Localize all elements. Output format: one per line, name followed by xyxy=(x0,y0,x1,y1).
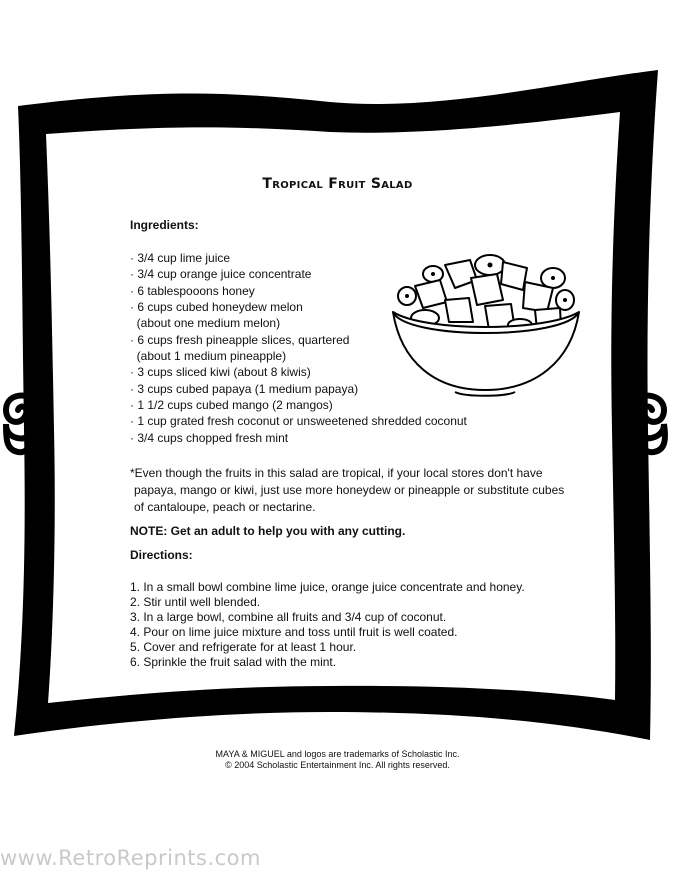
recipe-title: Tropical Fruit Salad xyxy=(262,176,413,192)
ingredient-item: · 3/4 cup lime juice xyxy=(130,251,231,265)
copyright-notice: © 2004 Scholastic Entertainment Inc. All rights reserved. xyxy=(225,760,450,770)
directions-heading: Directions: xyxy=(130,548,193,562)
ingredient-item: · 1 1/2 cups cubed mango (2 mangos) xyxy=(130,398,333,413)
note-line: *Even though the fruits in this salad are tropical, if your local stores don't have xyxy=(130,466,543,480)
direction-step: 5. Cover and refrigerate for at least 1 hour. xyxy=(130,640,357,654)
note-line: of cantaloupe, peach or nectarine. xyxy=(134,500,316,514)
safety-note: NOTE: Get an adult to help you with any cutting. xyxy=(130,524,406,538)
ingredient-item: (about 1 medium pineapple) xyxy=(130,349,287,364)
directions-list xyxy=(130,580,525,670)
ingredient-item: · 3/4 cup orange juice concentrate xyxy=(130,267,312,282)
ingredient-item: · 3/4 cups chopped fresh mint xyxy=(130,430,289,445)
ingredient-item: · 3 cups cubed papaya (1 medium papaya) xyxy=(130,381,359,396)
ingredient-item: · 3 cups sliced kiwi (about 8 kiwis) xyxy=(130,365,311,380)
fruit-bowl-illustration xyxy=(385,250,585,400)
ingredient-item: · 6 cups cubed honeydew melon xyxy=(130,300,303,315)
direction-step: 2. Stir until well blended. xyxy=(130,595,261,609)
direction-step: 6. Sprinkle the fruit salad with the mint. xyxy=(130,655,337,669)
ingredient-item: (about one medium melon) xyxy=(130,316,281,331)
ingredients-heading: Ingredients: xyxy=(130,218,199,232)
footer xyxy=(0,749,675,771)
direction-step: 1. In a small bowl combine lime juice, orange juice concentrate and honey. xyxy=(130,580,525,594)
ingredient-item: · 6 tablespooons honey xyxy=(130,283,255,298)
ingredient-item: · 1 cup grated fresh coconut or unsweetened shredded coconut xyxy=(130,414,467,429)
watermark: www.RetroReprints.com xyxy=(0,846,261,870)
direction-step: 4. Pour on lime juice mixture and toss until fruit is well coated. xyxy=(130,625,458,639)
trademark-notice: MAYA & MIGUEL and logos are trademarks of Scholastic Inc. xyxy=(215,749,460,759)
direction-step: 3. In a large bowl, combine all fruits and 3/4 cup of coconut. xyxy=(130,610,447,624)
ingredient-item: · 6 cups fresh pineapple slices, quartered xyxy=(130,332,350,347)
substitution-note xyxy=(130,465,610,516)
note-line: papaya, mango or kiwi, just use more honeydew or pineapple or substitute cubes xyxy=(134,483,565,497)
